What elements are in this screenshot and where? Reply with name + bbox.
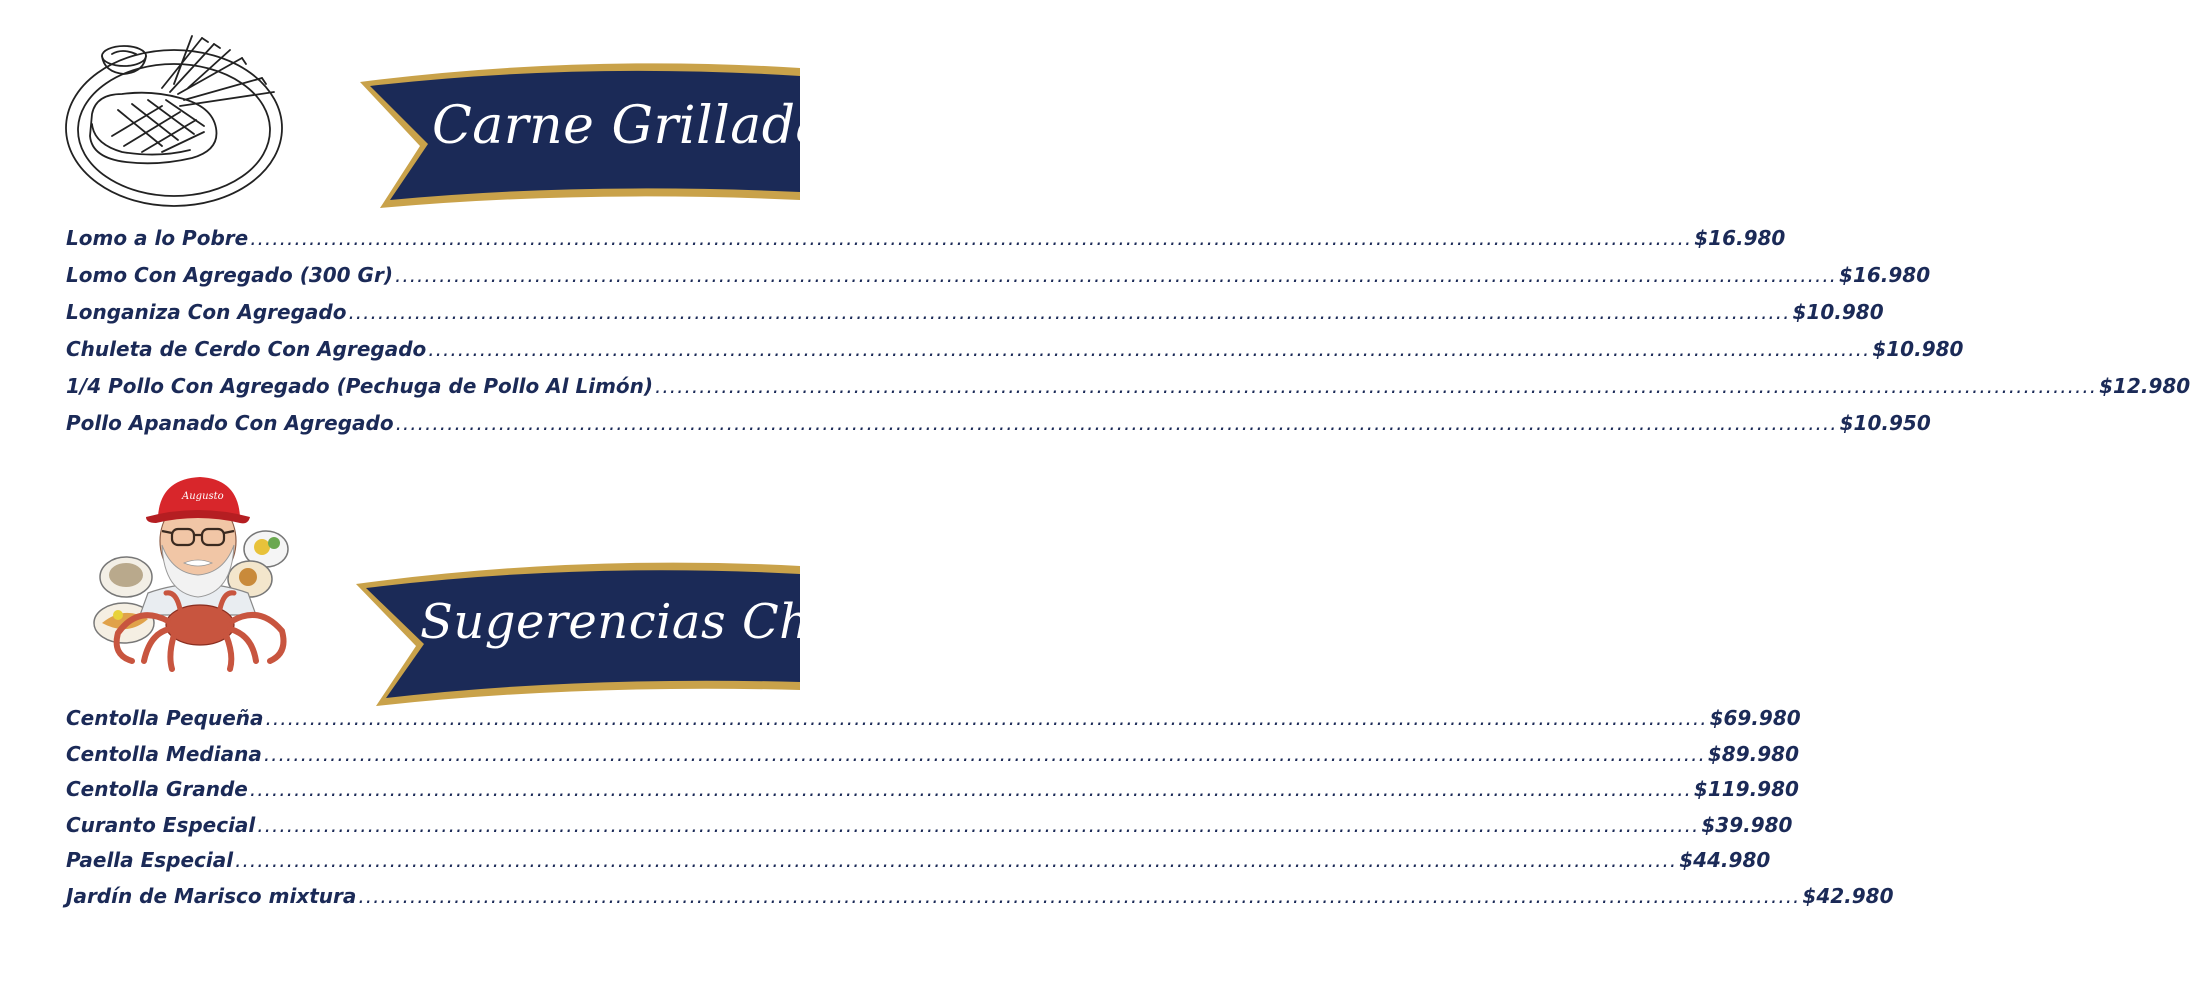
item-price: $44.980 xyxy=(1679,848,1771,872)
leader-dots xyxy=(250,777,1692,801)
item-price: $119.980 xyxy=(1693,777,1799,801)
item-price: $16.980 xyxy=(1694,226,1786,250)
item-price: $12.980 xyxy=(2099,374,2190,398)
item-price: $42.980 xyxy=(1802,883,1894,908)
menu-item xyxy=(66,741,1799,778)
leader-dots xyxy=(358,884,1800,908)
leader-dots xyxy=(266,706,1708,730)
grilled-steak-fries-icon xyxy=(62,28,292,218)
leader-dots xyxy=(428,337,1870,361)
item-name: Jardín de Marisco mixtura xyxy=(66,883,357,908)
menu-item xyxy=(66,300,1884,337)
leader-dots xyxy=(257,813,1699,837)
item-price: $10.980 xyxy=(1872,337,1964,361)
leader-dots xyxy=(396,411,1838,435)
chef-with-king-crab-icon xyxy=(88,465,313,680)
menu-item xyxy=(66,337,1964,374)
section-title: Carne Grillada xyxy=(432,96,828,156)
section-title: Sugerencias Cheff xyxy=(420,594,877,650)
leader-dots xyxy=(235,848,1677,872)
menu-item xyxy=(66,848,1771,884)
leader-dots xyxy=(348,300,1790,324)
cap-logo-text: Augusto xyxy=(182,491,224,502)
menu-item xyxy=(66,374,2190,411)
item-name: Pollo Apanado Con Agregado xyxy=(66,411,394,435)
item-name: 1/4 Pollo Con Agregado (Pechuga de Pollo Al Limón) xyxy=(66,374,654,398)
item-name: Lomo a lo Pobre xyxy=(66,226,249,250)
leader-dots xyxy=(395,263,1837,287)
item-price: $39.980 xyxy=(1701,812,1793,837)
item-name: Curanto Especial xyxy=(66,812,256,837)
item-name: Paella Especial xyxy=(66,848,234,872)
menu-item xyxy=(66,263,1931,300)
item-name: Lomo Con Agregado (300 Gr) xyxy=(66,263,393,287)
item-name: Chuleta de Cerdo Con Agregado xyxy=(66,337,427,361)
item-price: $10.980 xyxy=(1792,300,1884,324)
menu-list-sugerencias-cheff xyxy=(66,706,1894,919)
leader-dots xyxy=(250,226,1692,250)
item-price: $69.980 xyxy=(1709,706,1801,730)
item-name: Centolla Mediana xyxy=(66,741,262,766)
item-price: $16.980 xyxy=(1839,263,1931,287)
menu-item xyxy=(66,812,1793,849)
menu-item xyxy=(66,777,1799,813)
menu-list-carne-grillada xyxy=(66,226,2190,448)
item-name: Centolla Pequeña xyxy=(66,706,264,730)
item-name: Longaniza Con Agregado xyxy=(66,300,347,324)
menu-item xyxy=(66,411,1931,448)
section-banner-sugerencias-cheff xyxy=(356,560,877,708)
menu-item xyxy=(66,226,1786,263)
item-price: $89.980 xyxy=(1707,741,1799,766)
leader-dots xyxy=(264,742,1706,766)
menu-item xyxy=(66,706,1801,742)
menu-item xyxy=(66,883,1894,920)
leader-dots xyxy=(655,374,2097,398)
item-name: Centolla Grande xyxy=(66,777,248,801)
item-price: $10.950 xyxy=(1839,411,1931,435)
section-banner-carne-grillada xyxy=(360,62,828,210)
